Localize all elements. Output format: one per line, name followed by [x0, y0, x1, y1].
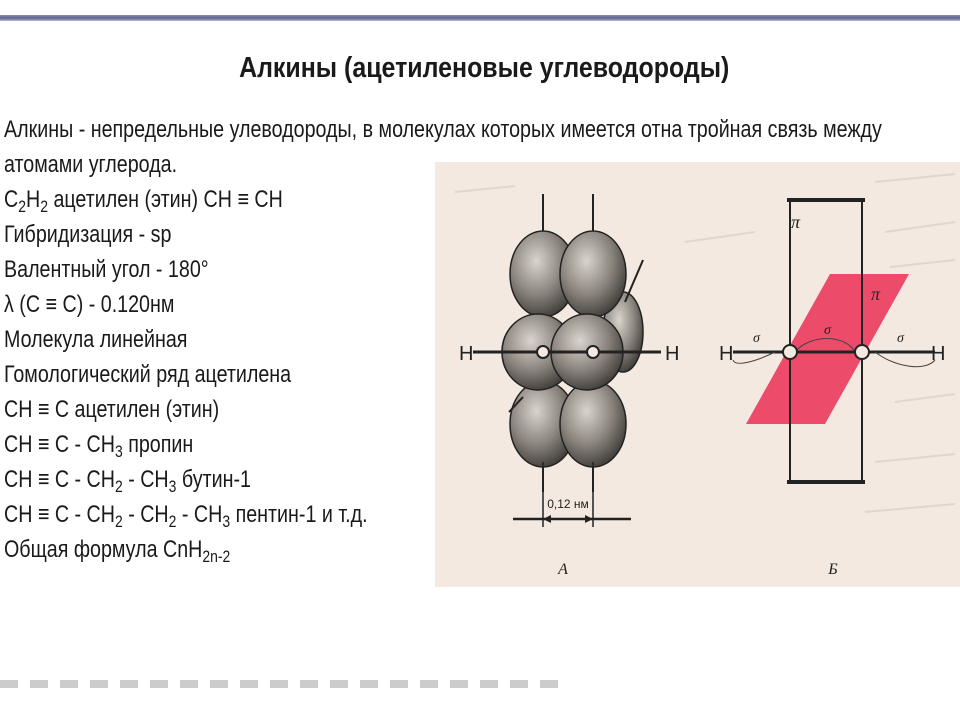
cut-off-text-line [0, 680, 560, 688]
pi-label-plane: π [871, 284, 881, 304]
bond-length-label: 0,12 нм [547, 497, 589, 511]
h-atom-a-right: H [665, 343, 680, 365]
definition-line-1: Алкины - непредельные улеводороды, в молекулах которых имеется отна тройная связь между [4, 116, 882, 143]
series-item-acetylene: CH ≡ C ацетилен (этин) [4, 396, 220, 423]
pi-label-vertical: π [791, 212, 801, 232]
series-item-butyne: CH ≡ C - $CH_2 - CH_3$ бутин-1 [4, 466, 251, 496]
page-title: Алкины (ацетиленовые углеводороды) [239, 52, 730, 84]
hybridization-line: Гибридизация - sp [4, 221, 172, 248]
h-atom-b-left: H [719, 343, 734, 365]
general-formula: Общая формула CnH$_{2n-2}$ [4, 536, 231, 566]
sigma-label-right: σ [897, 331, 904, 346]
definition-line-2: атомами углерода. [4, 151, 178, 178]
acetylene-formula: $C_2H_2$ ацетилен (этин) CH ≡ CH [4, 186, 283, 216]
h-atom-b-right: H [931, 343, 946, 365]
sigma-label-left: σ [753, 331, 760, 346]
acetylene-orbital-figure [435, 162, 960, 587]
top-rule [0, 15, 960, 21]
series-item-propyne: CH ≡ C - $CH_3$ пропин [4, 431, 194, 461]
h-atom-a-left: H [459, 343, 474, 365]
orbital-diagram [435, 162, 960, 587]
series-item-pentyne: CH ≡ C - $CH_2 - CH_2 - CH_3$ пентин-1 и т.д. [4, 501, 368, 531]
sigma-label-center: σ [824, 323, 831, 338]
label-a: А [558, 561, 568, 578]
bond-angle-line: Валентный угол - 180° [4, 256, 209, 283]
bond-length-line: λ (C ≡ C) - 0.120нм [4, 291, 175, 318]
linear-molecule-line: Молекула линейная [4, 326, 188, 353]
series-heading: Гомологический ряд ацетилена [4, 361, 292, 388]
label-b: Б [828, 561, 838, 578]
